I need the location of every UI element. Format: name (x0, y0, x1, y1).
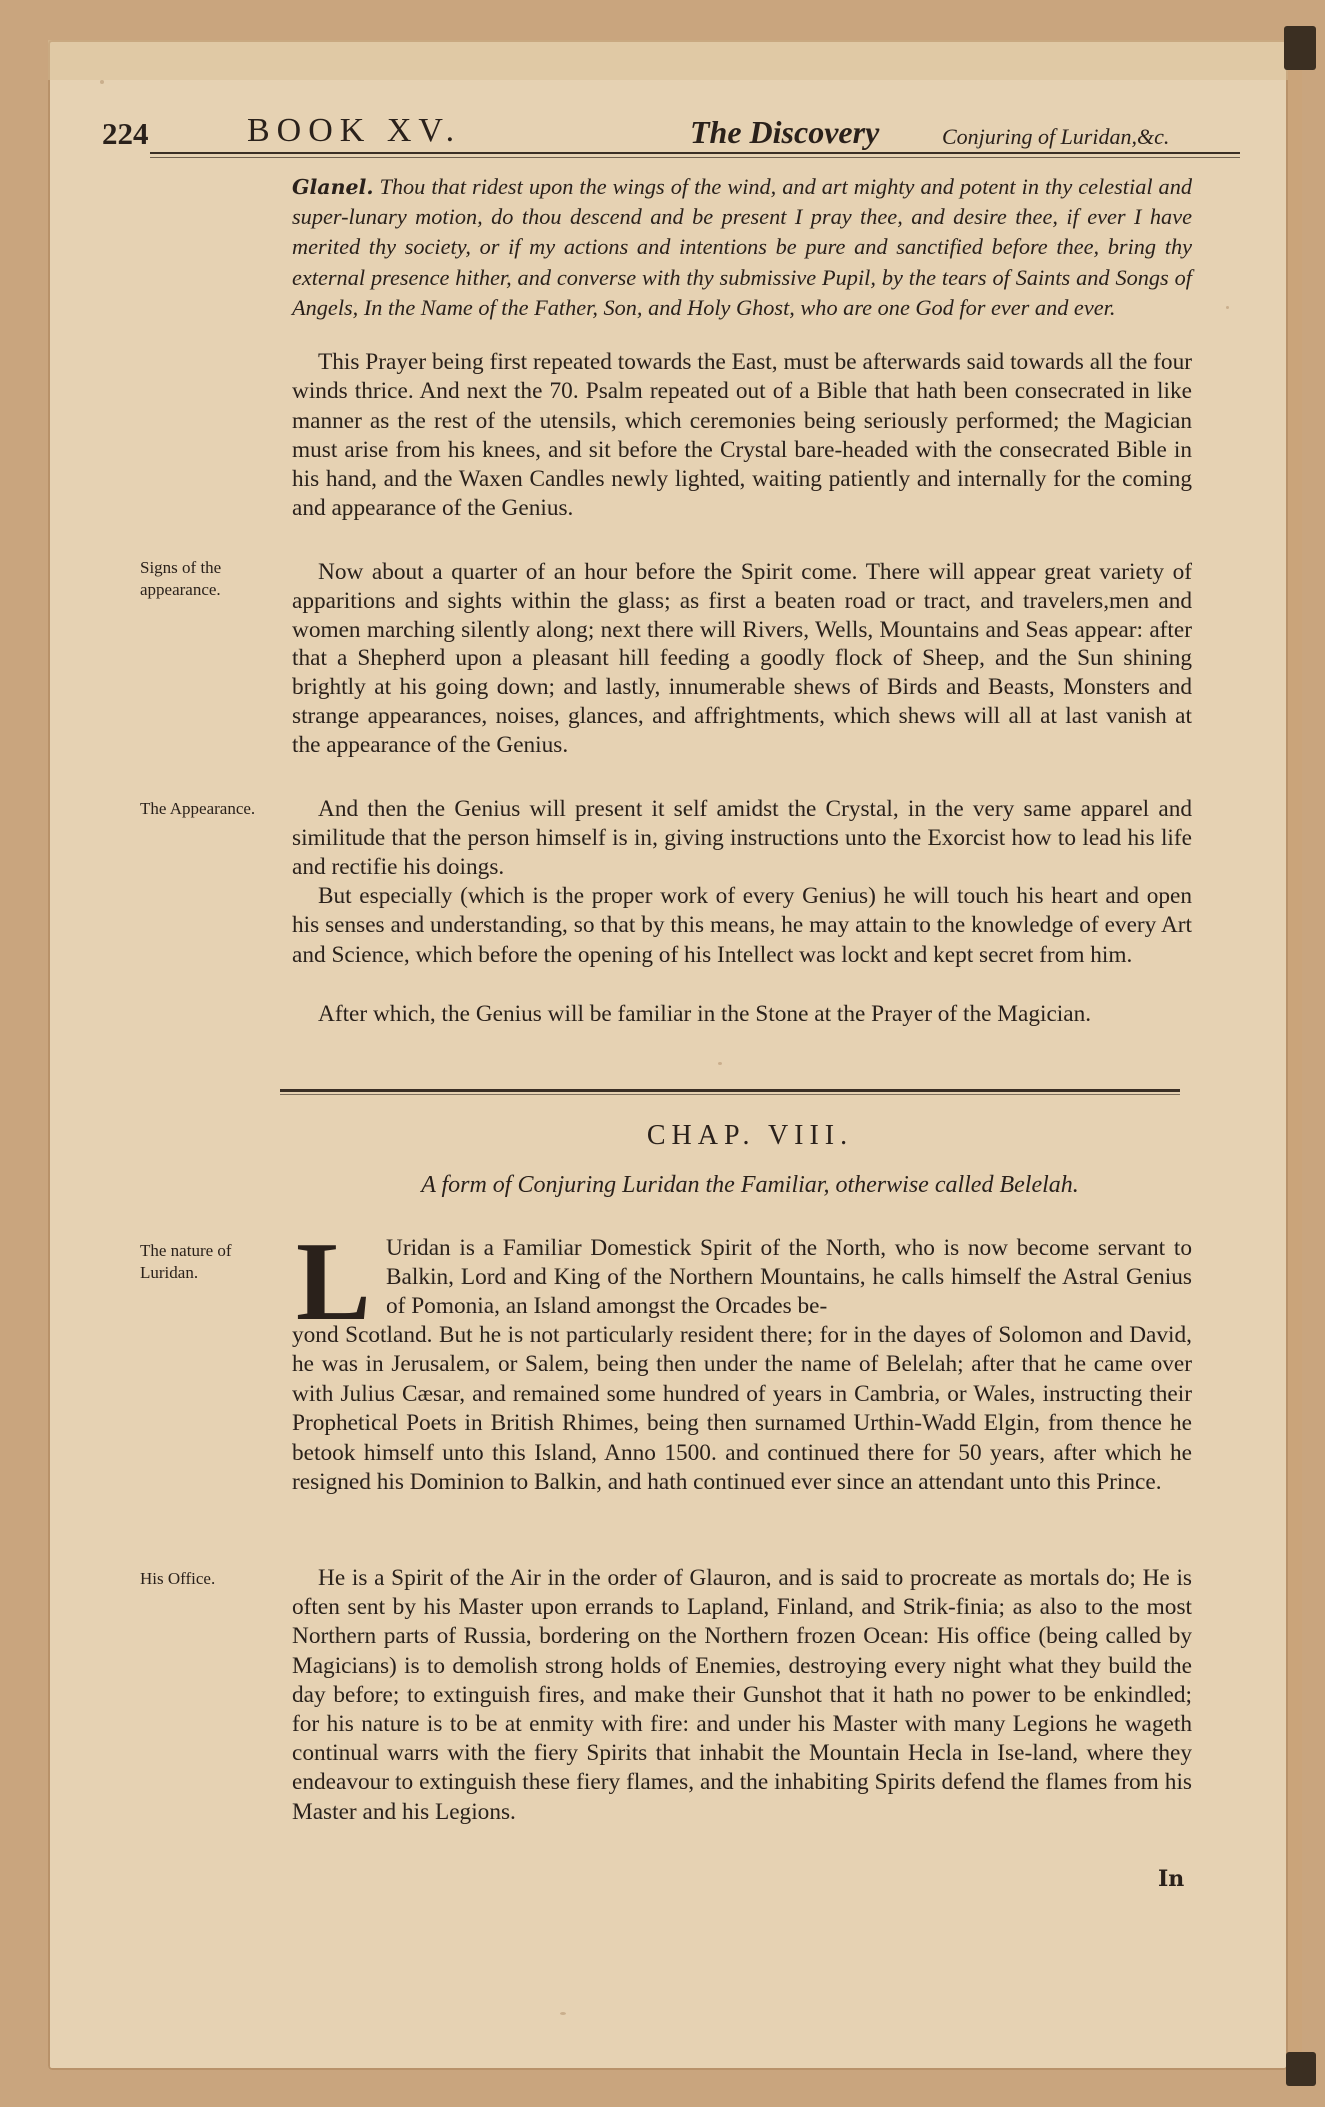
paragraph-genius-work (292, 882, 1192, 970)
paragraph-text: And then the Genius will present it self amidst the Crystal, in the very same apparel and similitude that the person himself is in, giving instructions unto the Exorcist how to lead his life and rectifie his doings. (292, 796, 1192, 880)
paragraph-text: Now about a quarter of an hour before the Spirit come. There will appear great variety of apparitions and sights within the glass; as first a beaten road or tract, and travelers,men and women marching silently along; next there will Rivers, Wells, Mountains and Seas appear: after that a Shepherd upon a pleasant hill feeding a goodly flock of Sheep, and the Sun shining brightly at his going down; and lastly, innumerable shews of Birds and Beasts, Monsters and strange appearances, noises, glances, and affrightments, which shews will all at last vanish at the appearance of the Genius. (292, 559, 1192, 758)
drop-cap: L (296, 1220, 371, 1344)
margin-note-office: His Office. (140, 1569, 216, 1588)
chapter-opening-lines: Uridan is a Familiar Domestick Spirit of the North, who is now become servant to Balkin, Lord and King of the Northern Mountains, he calls himself the Astral Genius of Pomonia, an Island amongst the Orcades be- (386, 1235, 1192, 1319)
running-subject: Conjuring of Luridan,&c. (942, 124, 1170, 149)
chapter-heading: CHAP. VIII. (646, 1120, 854, 1151)
section-divider (280, 1089, 1180, 1092)
paragraph-text: After which, the Genius will be familiar in the Stone at the Prayer of the Magician. (318, 1001, 1092, 1027)
paragraph-office (292, 1564, 1192, 1827)
binding-corner-top (1284, 26, 1316, 70)
invocation-name: Glanel. (292, 175, 374, 199)
paragraph-appearance (292, 795, 1192, 882)
paper-spot (100, 80, 104, 84)
paragraph-text: yond Scotland. But he is not particularly resident there; for in the dayes of Solomon and David, he was in Jerusalem, or Salem, being then under the name of Belelah; after that he came over with Julius Cæsar, and remained some hundred of years in Cambria, or Wales, instructing their Prophetical Poets in British Rhimes, being then surnamed Urthin-Wadd Elgin, from thence he betook himself unto this Island, Anno 1500. and continued there for 50 years, after which he resigned his Dominion to Balkin, and hath continued ever since an attendant unto this Prince. (292, 1322, 1192, 1496)
chapter-subtitle: A form of Conjuring Luridan the Familiar, otherwise called Belelah. (421, 1172, 1079, 1198)
running-title: The Discovery (690, 114, 880, 150)
page-number: 224 (102, 116, 149, 151)
section-divider-thin (280, 1094, 1180, 1095)
invocation-text: Thou that ridest upon the wings of the wind, and art mighty and potent in thy celestial and super-lunary motion, do thou descend and be present I pray thee, and desire thee, if ever I have merited thy society, or if my actions and intentions be pure and sanctified before thee, bring thy external presence hither, and converse with thy submissive Pupil, by the tears of Saints and Songs of Angels, In the Name of the Father, Son, and Holy Ghost, who are one God for ever and ever. (292, 174, 1192, 320)
catchword: In (1158, 1866, 1185, 1892)
book-label: BOOK XV. (247, 112, 462, 149)
paragraph-prayer-repeat (292, 348, 1192, 524)
header-rule (150, 152, 1240, 154)
margin-note-signs: Signs of the appearance. (140, 558, 222, 599)
chapter-body (292, 1321, 1192, 1497)
paragraph-familiar (292, 1000, 1192, 1029)
paragraph-signs (292, 558, 1192, 760)
page-edge (1288, 40, 1302, 2070)
binding-corner-bottom (1286, 2052, 1316, 2086)
page-top-shading (48, 40, 1288, 80)
invocation-prayer (292, 172, 1192, 323)
paper-spot (560, 2012, 566, 2015)
paragraph-text: But especially (which is the proper work of every Genius) he will touch his heart and open his senses and understanding, so that by this means, he may attain to the knowledge of every Art and Science, which before the opening of his Intellect was lockt and kept secret from him. (292, 883, 1192, 968)
paper-spot (1226, 306, 1229, 309)
paragraph-text: He is a Spirit of the Air in the order of Glauron, and is said to procreate as mortals do; He is often sent by his Master upon errands to Lapland, Finland, and Strik-finia; as also to the most Northern parts of Russia, bordering on the Northern frozen Ocean: His office (being called by Magicians) is to demolish strong holds of Enemies, destroying every night what they build the day before; to extinguish fires, and make their Gunshot that it hath no power to be enkindled; for his nature is to be at enmity with fire: and under his Master with many Legions he wageth continual warrs with the fiery Spirits that inhabit the Mountain Hecla in Ise-land, where they endeavour to extinguish these fiery flames, and the inhabiting Spirits defend the flames from his Master and his Legions. (292, 1565, 1192, 1825)
paragraph-text: This Prayer being first repeated towards the East, must be afterwards said towards all the four winds thrice. And next the 70. Psalm repeated out of a Bible that hath been consecrated in like manner as the rest of the utensils, which ceremonies being seriously performed; the Magician must arise from his knees, and sit before the Crystal bare-headed with the consecrated Bible in his hand, and the Waxen Candles newly lighted, waiting patiently and internally for the coming and appearance of the Genius. (292, 349, 1192, 522)
paper-spot (718, 1062, 722, 1065)
header-rule-thin (150, 157, 1240, 158)
margin-note-appearance: The Appearance. (140, 799, 256, 818)
margin-note-nature: The nature of Luridan. (140, 1241, 232, 1282)
